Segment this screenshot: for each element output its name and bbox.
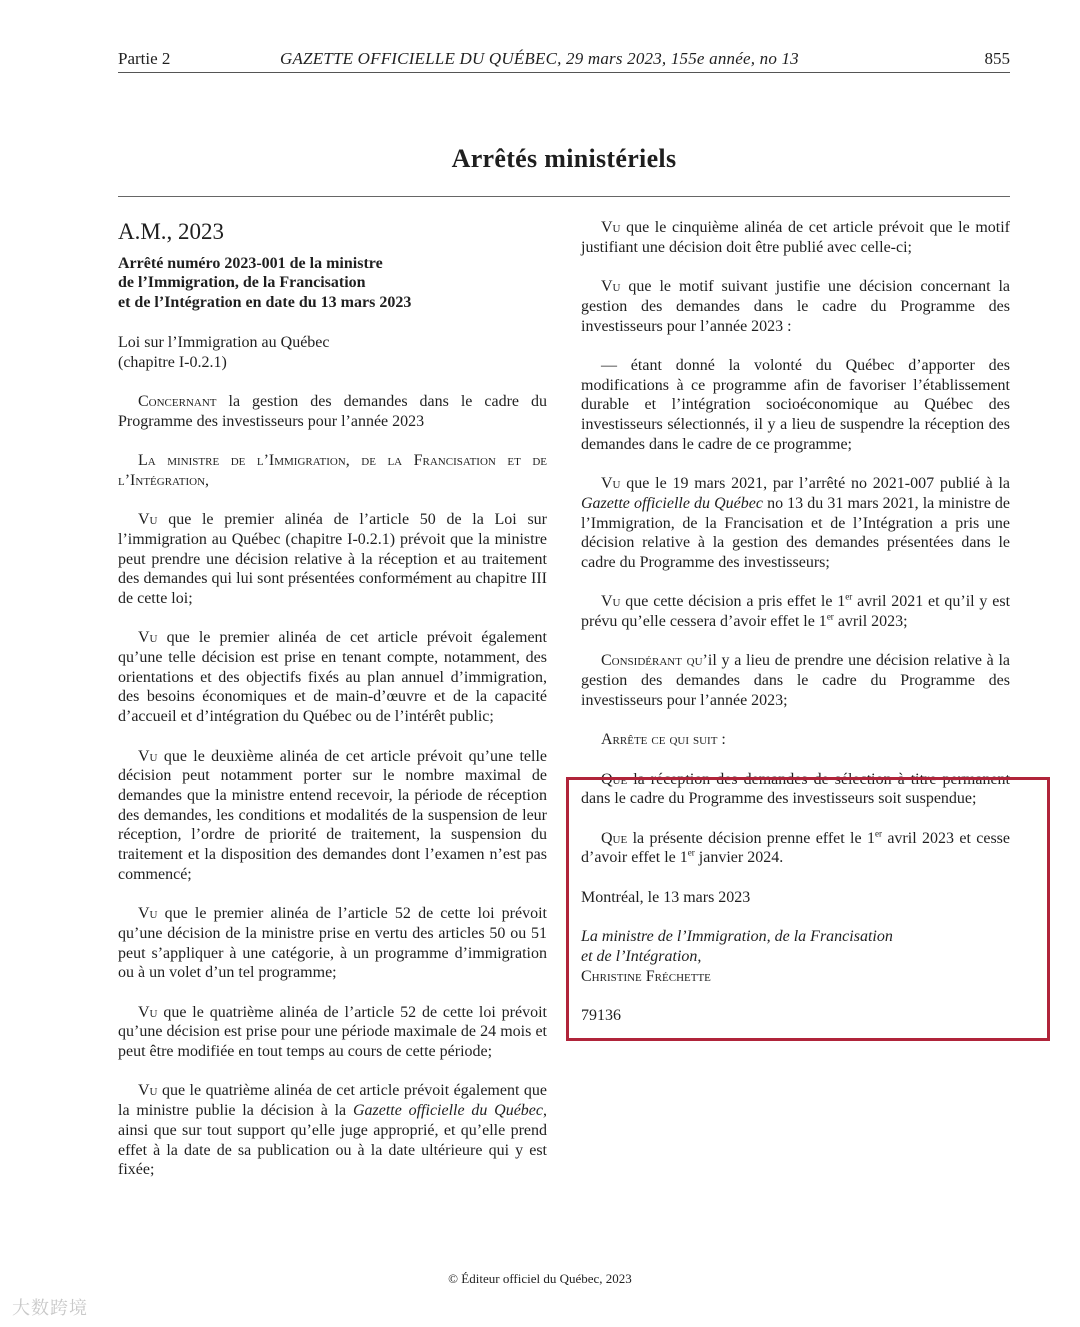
- paragraph-text: avril 2023 et cesse d’avoir effet le 1: [581, 829, 1011, 867]
- page-number: 855: [984, 49, 1010, 68]
- subtitle-line: Arrêté numéro 2023-001 de la ministre: [118, 254, 383, 272]
- lead-word: Vu: [138, 747, 158, 765]
- lead-word: Vu: [138, 629, 158, 647]
- paragraph-text: que le premier alinéa de l’article 50 de la Loi sur l’immigration au Québec (chapitre I-0.2.1) prévoit que la ministre peut prendre une décision relative à la réception et au traitement des demandes qui lui sont présentées conformément au chapitre III de cette loi;: [118, 511, 547, 607]
- vu-paragraph: [581, 218, 1010, 257]
- law-line: (chapitre I-0.2.1): [118, 353, 227, 371]
- page-footer: © Éditeur officiel du Québec, 2023: [448, 1271, 632, 1286]
- am-heading: A.M., 2023: [118, 219, 225, 244]
- lead-word: Concernant: [138, 392, 217, 410]
- paragraph-text: avril 2021 et qu’il y est prévu qu’elle cessera d’avoir effet le 1: [581, 593, 1011, 630]
- lead-word: Vu: [138, 905, 158, 923]
- paragraph-text: no 13 du 31 mars 2021, la ministre de l’Immigration, de la Francisation et de l’Intégration a pris une décision relative à la gestion des demandes présentées dans le cadre du Programme des investisseurs;: [581, 494, 1010, 571]
- ordinal-sup: er: [845, 591, 853, 602]
- paragraph-text: la réception des demandes de sélection à titre permanent dans le cadre du Programme des investisseurs soit suspendue;: [581, 770, 1010, 808]
- page-header: [118, 46, 1010, 73]
- lead-word: Vu: [601, 475, 621, 493]
- gazette-italic: Gazette officielle du Québec: [352, 1102, 543, 1120]
- motif-paragraph: — étant donné la volonté du Québec d’apporter des modifications à ce programme afin de favoriser l’établissement durable et l’intégration socioéconomique au Québec des investisseurs sélectionnés, il y a lieu de suspendre la réception des demandes dans le cadre de ce programme;: [581, 356, 1010, 453]
- subtitle-line: de l’Immigration, de la Francisation: [118, 274, 366, 292]
- vu-paragraph: [118, 1081, 547, 1180]
- vu-paragraph: [581, 277, 1010, 336]
- signature-title-line: et de l’Intégration,: [581, 947, 702, 965]
- lead-word: Vu: [138, 1082, 158, 1100]
- left-column: [118, 218, 547, 1200]
- paragraph-text: la présente décision prenne effet le 1: [627, 829, 875, 847]
- reference-number: 79136: [581, 1006, 621, 1024]
- paragraph-text: que le premier alinéa de cet article prévoit également qu’une telle décision est prise en tenant compte, notamment, des orientations et des objectifs fixés au plan annuel d’immigration, des besoins économiques et de main-d’œuvre et de la capacité d’accueil et d’intégration du Québec ou de l’intérêt public;: [118, 629, 547, 726]
- paragraph-text: la gestion des demandes dans le cadre du Programme des investisseurs pour l’année 2023: [118, 392, 547, 430]
- concernant-paragraph: [118, 392, 547, 431]
- law-reference: [118, 333, 547, 372]
- ordinal-sup: er: [874, 828, 882, 839]
- vu-paragraph: [118, 747, 547, 885]
- ordinal-sup: er: [687, 848, 695, 859]
- lead-word: Vu: [138, 511, 158, 529]
- paragraph-text: que le quatrième alinéa de l’article 52 de cette loi prévoit qu’une décision est prise pour une période maximale de 24 mois et peut être modifiée en tout temps au cours de cette période;: [118, 1003, 547, 1061]
- lead-word: Considérant qu’: [601, 652, 708, 670]
- order-subtitle: [118, 254, 547, 313]
- lead-word: Vu: [601, 219, 621, 236]
- vu-paragraph: [581, 474, 1010, 573]
- paragraph-text: avril 2023;: [833, 613, 908, 630]
- vu-paragraph: [118, 1003, 547, 1062]
- ministre-line: La ministre de l’Immigration, de la Francisation et de l’Intégration,: [118, 452, 547, 489]
- lead-word: Que: [601, 829, 628, 847]
- arrete-line: Arrête ce qui suit :: [601, 731, 726, 749]
- paragraph-text: que le motif suivant justifie une décision concernant la gestion des demandes dans le cadre du Programme des investisseurs pour l’année 2023 :: [581, 278, 1010, 335]
- paragraph-text: que le deuxième alinéa de cet article prévoit qu’une telle décision peut notamment porter sur le nombre maximal de demandes que la ministre entend recevoir, la période de réception des demandes, les conditions et modalités de la suspension de leur réception, l’ordre de priorité de traitement, la suspension du traitement et la disposition des demandes dont l’examen n’est pas commencé;: [118, 747, 547, 883]
- paragraph-text: que le cinquième alinéa de cet article prévoit que le motif justifiant une décision doit être publié avec celle-ci;: [581, 219, 1010, 256]
- considerant-paragraph: [581, 651, 1010, 710]
- vu-paragraph: [118, 904, 547, 983]
- paragraph-text: il y a lieu de prendre une décision relative à la gestion des demandes dans le cadre du Programme des investisseurs pour l’année 2023;: [581, 652, 1011, 709]
- paragraph-text: que le premier alinéa de l’article 52 de cette loi prévoit qu’une décision de la ministre prise en vertu des articles 50 ou 51 peut s’appliquer à une catégorie, à un programme d’immigration ou à un volet d’un tel programme;: [118, 905, 547, 982]
- signatory-name: Christine Fréchette: [581, 967, 711, 985]
- vu-paragraph: [118, 628, 547, 727]
- title-divider: [118, 196, 1010, 197]
- part-label: Partie 2: [118, 49, 171, 68]
- signature-title-line: La ministre de l’Immigration, de la Francisation: [581, 928, 893, 946]
- vu-paragraph: [581, 592, 1010, 631]
- lead-word: Vu: [138, 1003, 158, 1021]
- paragraph-text: que cette décision a pris effet le 1: [620, 593, 846, 611]
- paragraph-text: janvier 2024.: [694, 849, 784, 867]
- highlight-box: [566, 777, 1050, 1041]
- gazette-title: GAZETTE OFFICIELLE DU QUÉBEC, 29 mars 2023, 155e année, no 13: [280, 49, 799, 68]
- watermark: 大数跨境: [12, 1298, 88, 1319]
- vu-paragraph: [118, 510, 547, 609]
- section-title: Arrêtés ministériels: [451, 144, 677, 173]
- place-date: Montréal, le 13 mars 2023: [581, 888, 751, 906]
- law-line: Loi sur l’Immigration au Québec: [118, 333, 330, 351]
- gazette-italic: Gazette officielle du Québec: [581, 494, 763, 512]
- lead-word: Que: [601, 770, 628, 788]
- subtitle-line: et de l’Intégration en date du 13 mars 2023: [118, 294, 412, 312]
- paragraph-text: que le quatrième alinéa de cet article prévoit également que la ministre publie la décision à la: [118, 1082, 547, 1120]
- paragraph-text: que le 19 mars 2021, par l’arrêté no 2021-007 publié à la: [620, 475, 1010, 493]
- ordinal-sup: er: [826, 611, 834, 622]
- lead-word: Vu: [601, 593, 621, 611]
- lead-word: Vu: [601, 278, 621, 296]
- paragraph-text: , ainsi que sur tout support qu’elle juge approprié, et qu’elle prend effet à la date de sa publication ou à la date ultérieure qui y est fixée;: [118, 1102, 547, 1179]
